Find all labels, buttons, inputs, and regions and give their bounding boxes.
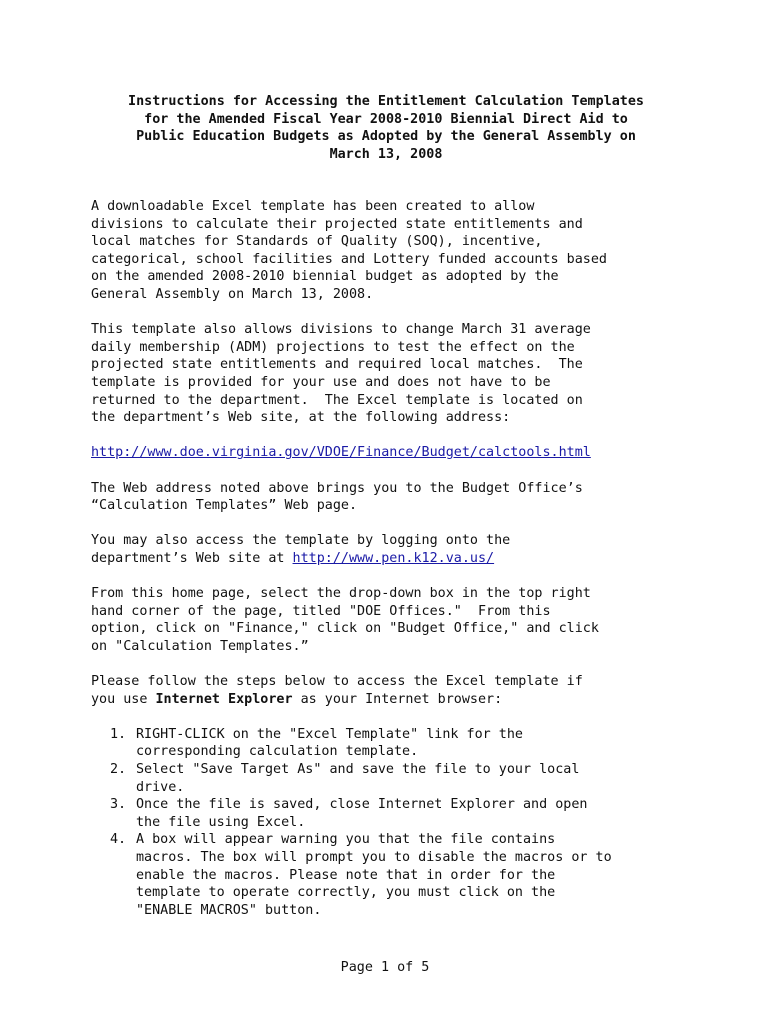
text-line: local matches for Standards of Quality (SOQ), incentive,: [91, 234, 543, 250]
paragraph-intro: [91, 198, 731, 304]
step-line: "ENABLE MACROS" button.: [136, 902, 322, 918]
step-line: the file using Excel.: [136, 814, 306, 830]
text-line: General Assembly on March 13, 2008.: [91, 286, 374, 302]
step-line: enable the macros. Please note that in order for the: [136, 867, 556, 883]
text-line: projected state entitlements and required local matches. The: [91, 357, 583, 373]
title-line: March 13, 2008: [329, 146, 443, 162]
step-line: Select "Save Target As" and save the file to your local: [136, 762, 580, 777]
text-line: Please follow the steps below to access the Excel template if: [91, 674, 583, 690]
paragraph-template-info: [91, 321, 731, 427]
page-number: Page 1 of 5: [340, 960, 430, 975]
step-line: RIGHT-CLICK on the "Excel Template" link for the: [136, 726, 523, 742]
browser-name: Internet Explorer: [155, 691, 293, 707]
text-fragment: department’s Web site at: [91, 550, 293, 566]
text-line: returned to the department. The Excel template is located on: [91, 392, 583, 408]
text-line: “Calculation Templates” Web page.: [91, 498, 358, 514]
calctools-link[interactable]: http://www.doe.virginia.gov/VDOE/Finance/Budget/calctools.html: [91, 445, 591, 461]
text-line: daily membership (ADM) projections to test the effect on the: [91, 339, 575, 355]
text-line: on "Calculation Templates.”: [91, 638, 309, 654]
pen-k12-link[interactable]: http://www.pen.k12.va.us/: [292, 550, 495, 566]
list-item: [91, 796, 731, 831]
step-number: 4.: [110, 832, 127, 848]
text-fragment: as your Internet browser:: [292, 691, 503, 707]
text-line: hand corner of the page, titled "DOE Offices." From this: [91, 603, 551, 619]
text-line: template is provided for your use and does not have to be: [91, 374, 551, 390]
paragraph-link: [91, 444, 731, 462]
text-line: The Web address noted above brings you to the Budget Office’s: [91, 480, 583, 496]
steps-list: [91, 726, 731, 920]
document-title: [86, 93, 686, 163]
text-line: divisions to calculate their projected state entitlements and: [91, 216, 583, 232]
text-line: From this home page, select the drop-down box in the top right: [91, 586, 591, 602]
title-line: for the Amended Fiscal Year 2008-2010 Biennial Direct Aid to: [144, 111, 628, 127]
text-line: You may also access the template by logging onto the: [91, 533, 511, 549]
step-line: corresponding calculation template.: [136, 744, 419, 760]
step-line: template to operate correctly, you must click on the: [136, 885, 556, 901]
text-line: This template also allows divisions to change March 31 average: [91, 322, 591, 338]
text-line: on the amended 2008-2010 biennial budget as adopted by the: [91, 269, 559, 285]
paragraph-navigation: [91, 585, 731, 655]
text-line: the department’s Web site, at the following address:: [91, 410, 511, 426]
step-number: 3.: [110, 797, 127, 813]
step-line: drive.: [136, 779, 185, 795]
step-number: 2.: [110, 762, 127, 777]
list-item: [91, 831, 731, 919]
list-item: [91, 761, 731, 796]
text-line: option, click on "Finance," click on "Budget Office," and click: [91, 621, 599, 637]
text-line: categorical, school facilities and Lottery funded accounts based: [91, 251, 607, 267]
document-body: [91, 198, 731, 919]
list-item: [91, 726, 731, 761]
title-line: Public Education Budgets as Adopted by the General Assembly on: [136, 129, 636, 144]
step-line: macros. The box will prompt you to disable the macros or to: [136, 849, 612, 865]
step-number: 1.: [110, 726, 127, 742]
step-line: A box will appear warning you that the file contains: [136, 832, 556, 848]
paragraph-alternate-access: [91, 532, 731, 567]
title-line: Instructions for Accessing the Entitlement Calculation Templates: [128, 94, 644, 109]
text-line: A downloadable Excel template has been created to allow: [91, 199, 535, 214]
text-fragment: you use: [91, 691, 156, 707]
paragraph-web-address: [91, 480, 731, 515]
step-line: Once the file is saved, close Internet Explorer and open: [136, 797, 588, 813]
paragraph-steps-intro: [91, 673, 731, 708]
